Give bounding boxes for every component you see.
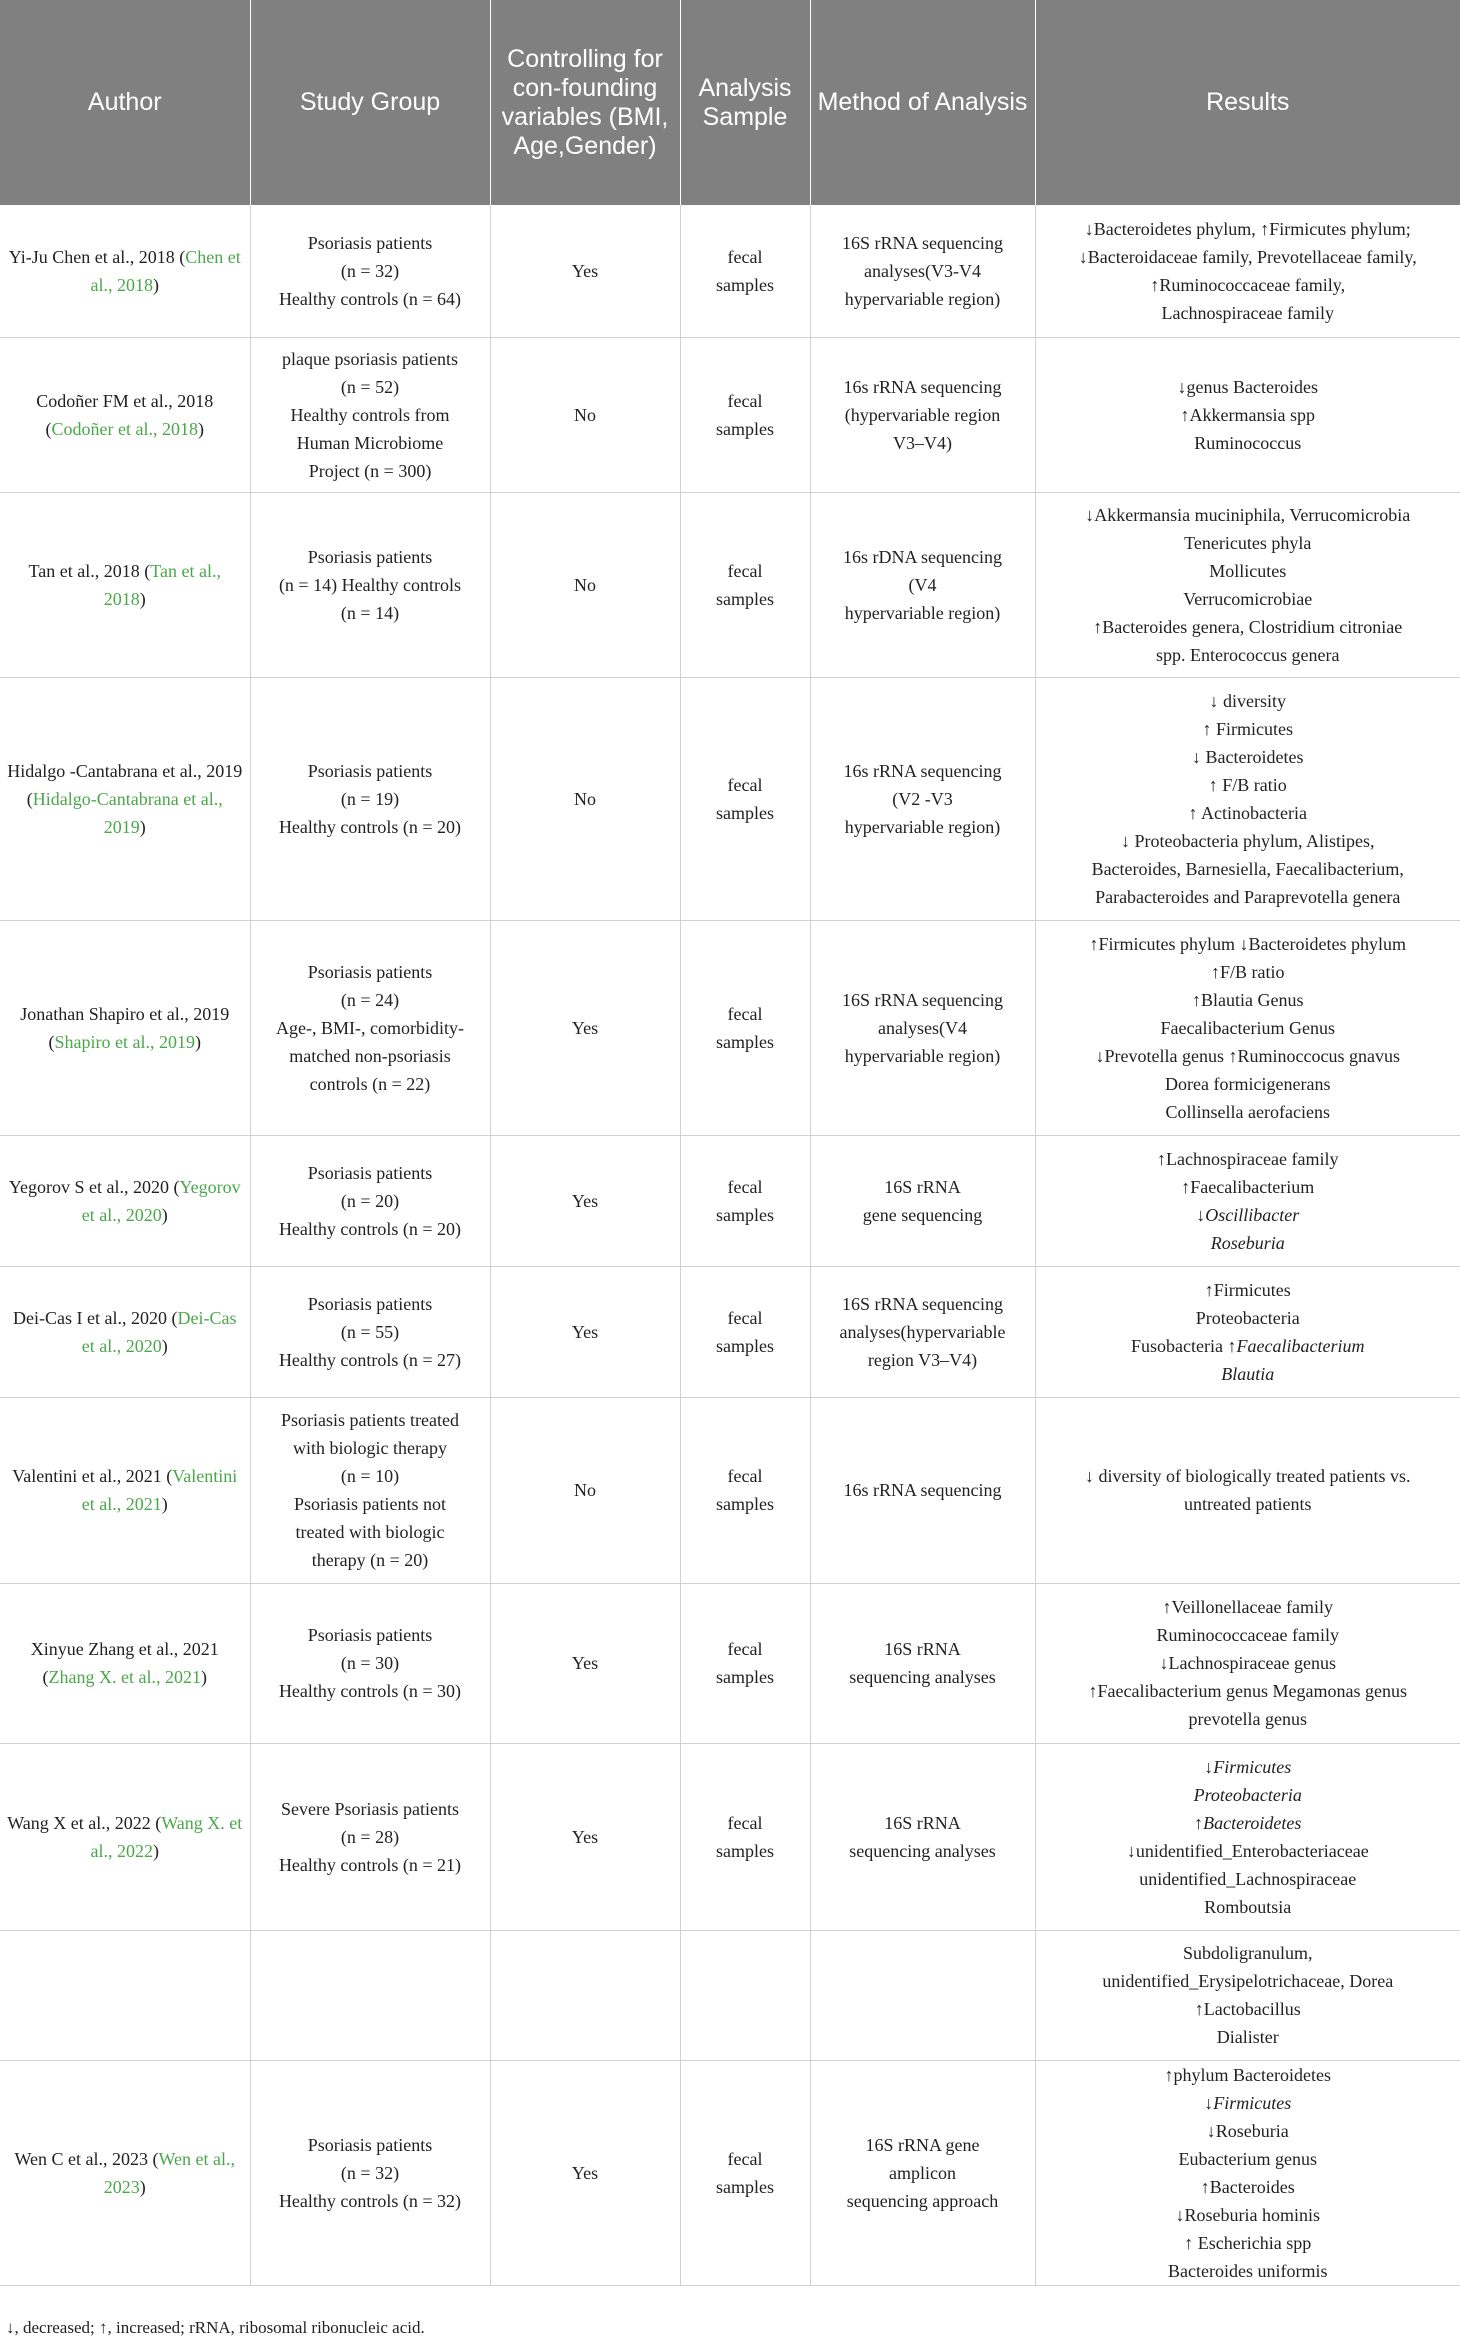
table-row — [0, 1397, 1460, 1583]
method-cell: 16S rRNA sequencing analyses — [810, 1743, 1035, 1930]
author-cell: Xinyue Zhang et al., 2021 (Zhang X. et al., 2021) — [0, 1583, 250, 1743]
analysis-sample-cell: fecal samples — [680, 1266, 810, 1397]
results-line — [1042, 1332, 1455, 1360]
author-reference-link[interactable]: Wang X. et al., 2022 — [90, 1812, 243, 1861]
analysis-sample-cell: fecal samples — [680, 492, 810, 677]
author-name: Hidalgo -Cantabrana et al., 2019 — [7, 760, 243, 781]
author-cell: Codoñer FM et al., 2018 (Codoñer et al., 2018) — [0, 337, 250, 492]
study-group-cell: Psoriasis patients (n = 55) Healthy controls (n = 27) — [250, 1266, 490, 1397]
controlling-cell: No — [490, 492, 680, 677]
header-study-group: Study Group — [250, 0, 490, 205]
results-line: ↑Firmicutes — [1204, 1279, 1291, 1300]
results-line: Blautia — [1221, 1363, 1275, 1384]
table-row — [0, 205, 1460, 337]
author-cell: Yi-Ju Chen et al., 2018 (Chen et al., 2018) — [0, 205, 250, 337]
results-cell: ↓Akkermansia muciniphila, Verrucomicrobia Tenericutes phyla Mollicutes Verrucomicrobiae ↑Bacteroides genera, Clostridium citroniae spp. Enterococcus genera — [1035, 492, 1460, 677]
header-results: Results — [1035, 0, 1460, 205]
method-cell: 16S rRNA sequencing analyses(hypervariable region V3–V4) — [810, 1266, 1035, 1397]
author-name: Wang X et al., 2022 — [7, 1812, 151, 1833]
results-cell: ↑Veillonellaceae family Ruminococcaceae family ↓Lachnospiraceae genus ↑Faecalibacterium genus Megamonas genus prevotella genus — [1035, 1583, 1460, 1743]
study-group-cell: Psoriasis patients (n = 14) Healthy controls (n = 14) — [250, 492, 490, 677]
results-line: ↑ Escherichia spp — [1184, 2232, 1312, 2253]
results-line: ↓Firmicutes — [1204, 1756, 1292, 1777]
table-row — [0, 492, 1460, 677]
results-line: ↓Oscillibacter — [1196, 1204, 1300, 1225]
analysis-sample-cell: fecal samples — [680, 677, 810, 920]
author-name: Valentini et al., 2021 — [12, 1466, 162, 1486]
analysis-sample-cell: fecal samples — [680, 920, 810, 1135]
table-row — [0, 920, 1460, 1135]
author-cell: Hidalgo -Cantabrana et al., 2019 (Hidalgo-Cantabrana et al., 2019) — [0, 677, 250, 920]
author-reference-link[interactable]: Wen et al., 2023 — [103, 2148, 236, 2197]
results-line: Bacteroides uniformis — [1168, 2260, 1328, 2281]
study-group-cell: Psoriasis patients (n = 19) Healthy controls (n = 20) — [250, 677, 490, 920]
study-group-cell: Psoriasis patients (n = 30) Healthy controls (n = 30) — [250, 1583, 490, 1743]
author-cell: Valentini et al., 2021 (Valentini et al., 2021) — [0, 1397, 250, 1583]
study-group-cell: plaque psoriasis patients (n = 52) Healthy controls from Human Microbiome Project (n = 300) — [250, 337, 490, 492]
results-line: Proteobacteria — [1195, 1307, 1300, 1328]
study-group-cell: Psoriasis patients treated with biologic therapy (n = 10) Psoriasis patients not treated with biologic therapy (n = 20) — [250, 1397, 490, 1583]
results-cell: ↓ diversity ↑ Firmicutes ↓ Bacteroidetes ↑ F/B ratio ↑ Actinobacteria ↓ Proteobacteria phylum, Alistipes, Bacteroides, Barnesiella, Faecalibacterium, Parabacteroides and Paraprevotella genera — [1035, 677, 1460, 920]
method-cell: 16S rRNA sequencing analyses — [810, 1583, 1035, 1743]
table-body — [0, 205, 1460, 2285]
table-row — [0, 677, 1460, 920]
results-line: ↓Roseburia hominis — [1175, 2204, 1320, 2225]
header-author: Author — [0, 0, 250, 205]
method-cell: 16S rRNA gene amplicon sequencing approach — [810, 2060, 1035, 2285]
author-cell: Jonathan Shapiro et al., 2019 (Shapiro et al., 2019) — [0, 920, 250, 1135]
results-cell: ↓Bacteroidetes phylum, ↑Firmicutes phylum; ↓Bacteroidaceae family, Prevotellaceae family, ↑Ruminococcaceae family, Lachnospiraceae family — [1035, 205, 1460, 337]
controlling-cell: Yes — [490, 1743, 680, 1930]
table-row — [0, 2060, 1460, 2285]
table-row — [0, 1135, 1460, 1266]
results-cell: Subdoligranulum, unidentified_Erysipelotrichaceae, Dorea ↑Lactobacillus Dialister — [1035, 1930, 1460, 2060]
table-row — [0, 337, 1460, 492]
results-cell: ↓ diversity of biologically treated patients vs. untreated patients — [1035, 1397, 1460, 1583]
header-controlling: Controlling for con-founding variables (BMI, Age,Gender) — [490, 0, 680, 205]
author-name: Wen C et al., 2023 — [14, 2148, 148, 2169]
method-cell: 16s rRNA sequencing (V2 -V3 hypervariable region) — [810, 677, 1035, 920]
author-cell — [0, 1930, 250, 2060]
author-cell: Yegorov S et al., 2020 (Yegorov et al., 2020) — [0, 1135, 250, 1266]
method-cell: 16s rRNA sequencing (hypervariable region V3–V4) — [810, 337, 1035, 492]
analysis-sample-cell: fecal samples — [680, 337, 810, 492]
study-group-cell — [250, 1930, 490, 2060]
analysis-sample-cell: fecal samples — [680, 1135, 810, 1266]
results-cell — [1035, 1266, 1460, 1397]
author-name: Xinyue Zhang et al., 2021 — [30, 1639, 219, 1659]
author-reference-link[interactable]: Yegorov et al., 2020 — [81, 1176, 241, 1225]
study-group-cell: Psoriasis patients (n = 32) Healthy controls (n = 64) — [250, 205, 490, 337]
analysis-sample-cell: fecal samples — [680, 205, 810, 337]
results-line: ↓Firmicutes — [1204, 2092, 1292, 2113]
author-name: Yegorov S et al., 2020 — [8, 1176, 169, 1197]
results-line: ↓unidentified_Enterobacteriaceae — [1126, 1840, 1369, 1861]
controlling-cell: Yes — [490, 2060, 680, 2285]
author-cell: Wang X et al., 2022 (Wang X. et al., 2022) — [0, 1743, 250, 1930]
author-cell: Wen C et al., 2023 (Wen et al., 2023) — [0, 2060, 250, 2285]
method-cell: 16s rRNA sequencing — [810, 1397, 1035, 1583]
table-row — [0, 1266, 1460, 1397]
author-name: Yi-Ju Chen et al., 2018 — [8, 246, 175, 267]
results-line: ↑Bacteroidetes — [1194, 1812, 1302, 1833]
controlling-cell: No — [490, 337, 680, 492]
controlling-cell: No — [490, 1397, 680, 1583]
results-line: ↓Roseburia — [1206, 2120, 1289, 2141]
table-footnote: ↓, decreased; ↑, increased; rRNA, ribosomal ribonucleic acid. — [6, 2318, 425, 2337]
study-group-cell: Psoriasis patients (n = 32) Healthy controls (n = 32) — [250, 2060, 490, 2285]
controlling-cell: Yes — [490, 1266, 680, 1397]
author-reference-link[interactable]: Dei-Cas et al., 2020 — [81, 1307, 237, 1356]
controlling-cell: Yes — [490, 1583, 680, 1743]
study-group-cell: Psoriasis patients (n = 20) Healthy controls (n = 20) — [250, 1135, 490, 1266]
author-cell: Dei-Cas I et al., 2020 (Dei-Cas et al., 2020) — [0, 1266, 250, 1397]
author-reference-link[interactable]: Valentini et al., 2021 — [81, 1466, 238, 1514]
analysis-sample-cell: fecal samples — [680, 1583, 810, 1743]
results-line: ↑Lachnospiraceae family — [1157, 1148, 1339, 1169]
author-reference-link[interactable]: Tan et al., 2018 — [103, 560, 221, 609]
results-line: ↑phylum Bacteroidetes — [1164, 2064, 1331, 2085]
results-cell: ↓genus Bacteroides ↑Akkermansia spp Ruminococcus — [1035, 337, 1460, 492]
controlling-cell — [490, 1930, 680, 2060]
results-line: Eubacterium genus — [1178, 2148, 1317, 2169]
study-group-cell: Psoriasis patients (n = 24) Age-, BMI-, comorbidity- matched non-psoriasis controls (n = 22) — [250, 920, 490, 1135]
author-name: Codoñer FM et al., 2018 — [36, 390, 214, 411]
analysis-sample-cell: fecal samples — [680, 1397, 810, 1583]
controlling-cell: Yes — [490, 1135, 680, 1266]
header-analysis-sample: Analysis Sample — [680, 0, 810, 205]
analysis-sample-cell: fecal samples — [680, 2060, 810, 2285]
table-row — [0, 1583, 1460, 1743]
header-method: Method of Analysis — [810, 0, 1035, 205]
table-row — [0, 1930, 1460, 2060]
author-reference-link[interactable]: Codoñer et al., 2018 — [51, 418, 198, 439]
study-group-cell: Severe Psoriasis patients (n = 28) Healthy controls (n = 21) — [250, 1743, 490, 1930]
results-cell — [1035, 1135, 1460, 1266]
controlling-cell: Yes — [490, 205, 680, 337]
method-cell: 16s rDNA sequencing (V4 hypervariable region) — [810, 492, 1035, 677]
author-name: Tan et al., 2018 — [28, 560, 140, 581]
results-line: Roseburia — [1210, 1232, 1285, 1253]
author-name: Dei-Cas I et al., 2020 — [13, 1307, 167, 1328]
results-cell: ↑Firmicutes phylum ↓Bacteroidetes phylum ↑F/B ratio ↑Blautia Genus Faecalibacterium Genus ↓Prevotella genus ↑Ruminoccocus gnavus Dorea formicigenerans Collinsella aerofaciens — [1035, 920, 1460, 1135]
results-line: Proteobacteria — [1193, 1784, 1302, 1805]
results-line: ↑Bacteroides — [1200, 2176, 1295, 2197]
controlling-cell: No — [490, 677, 680, 920]
method-cell: 16S rRNA sequencing analyses(V3-V4 hypervariable region) — [810, 205, 1035, 337]
author-reference-link[interactable]: Chen et al., 2018 — [90, 246, 241, 295]
author-reference-link[interactable]: Zhang X. et al., 2021 — [48, 1667, 201, 1687]
author-cell: Tan et al., 2018 (Tan et al., 2018) — [0, 492, 250, 677]
results-line: unidentified_Lachnospiraceae — [1139, 1868, 1357, 1889]
results-line-italic: Faecalibacterium — [1236, 1335, 1365, 1356]
results-cell — [1035, 2060, 1460, 2285]
author-reference-link[interactable]: Hidalgo-Cantabrana et al., 2019 — [32, 788, 223, 837]
method-cell — [810, 1930, 1035, 2060]
results-line: ↑Faecalibacterium — [1181, 1176, 1315, 1197]
table-row — [0, 1743, 1460, 1930]
controlling-cell: Yes — [490, 920, 680, 1135]
analysis-sample-cell — [680, 1930, 810, 2060]
results-line: Romboutsia — [1204, 1896, 1292, 1917]
method-cell: 16S rRNA sequencing analyses(V4 hypervariable region) — [810, 920, 1035, 1135]
analysis-sample-cell: fecal samples — [680, 1743, 810, 1930]
results-line-plain: Fusobacteria ↑ — [1131, 1335, 1237, 1356]
method-cell: 16S rRNA gene sequencing — [810, 1135, 1035, 1266]
author-reference-link[interactable]: Shapiro et al., 2019 — [54, 1031, 195, 1052]
author-name: Jonathan Shapiro et al., 2019 — [20, 1003, 230, 1024]
results-cell — [1035, 1743, 1460, 1930]
header-row — [0, 0, 1460, 205]
